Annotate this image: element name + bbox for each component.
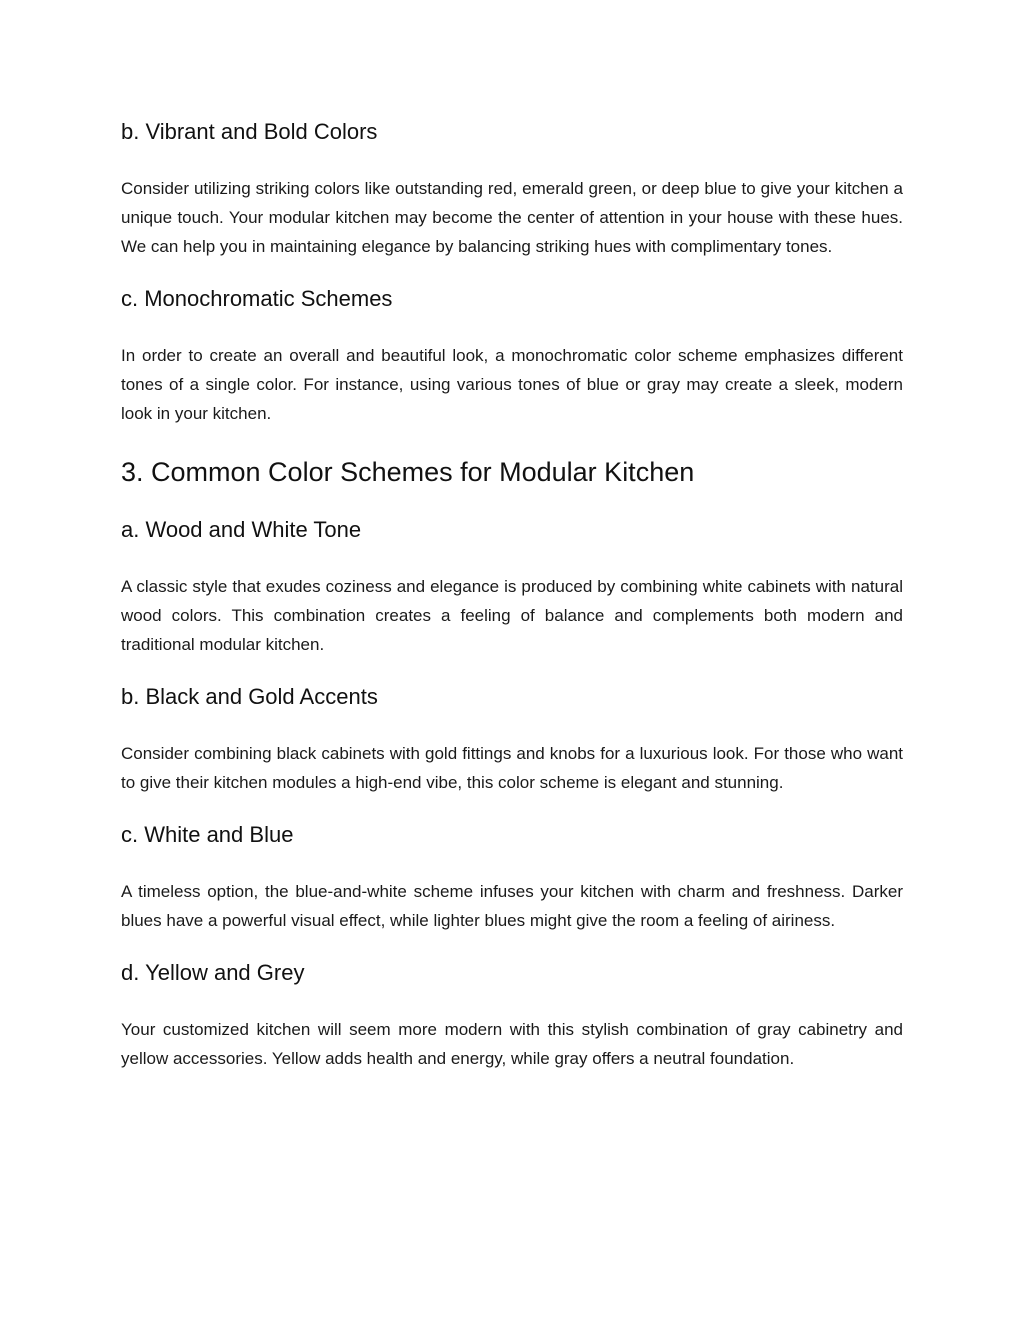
section-title-common-color-schemes: 3. Common Color Schemes for Modular Kitchen [121,457,695,487]
paragraph-yellow-grey: Your customized kitchen will seem more modern with this stylish combination of gray cabinetry and yellow accessories. Yellow adds health and energy, while gray offers a neutral foundation. [121,1020,903,1068]
paragraph-monochromatic-schemes: In order to create an overall and beautiful look, a monochromatic color scheme emphasizes different tones of a single color. For instance, using various tones of blue or gray may create a sleek, modern look in your kitchen. [121,346,903,423]
heading-vibrant-bold-colors: b. Vibrant and Bold Colors [121,119,378,144]
heading-yellow-grey: d. Yellow and Grey [121,960,305,985]
paragraph-vibrant-bold-colors: Consider utilizing striking colors like outstanding red, emerald green, or deep blue to give your kitchen a unique touch. Your modular kitchen may become the center of attention in your house with these hues. We can help you in maintaining elegance by balancing striking hues with complimentary tones. [121,179,903,256]
heading-black-gold-accents: b. Black and Gold Accents [121,684,378,709]
paragraph-white-blue: A timeless option, the blue-and-white scheme infuses your kitchen with charm and freshness. Darker blues have a powerful visual effect, while lighter blues might give the room a feeling of airiness. [121,882,903,930]
paragraph-wood-white-tone: A classic style that exudes coziness and elegance is produced by combining white cabinets with natural wood colors. This combination creates a feeling of balance and complements both modern and traditional modular kitchen. [121,577,903,654]
heading-wood-white-tone: a. Wood and White Tone [121,517,362,542]
heading-monochromatic-schemes: c. Monochromatic Schemes [121,286,393,311]
heading-white-blue: c. White and Blue [121,822,294,847]
paragraph-black-gold-accents: Consider combining black cabinets with gold fittings and knobs for a luxurious look. For those who want to give their kitchen modules a high-end vibe, this color scheme is elegant and stunning. [121,744,903,792]
